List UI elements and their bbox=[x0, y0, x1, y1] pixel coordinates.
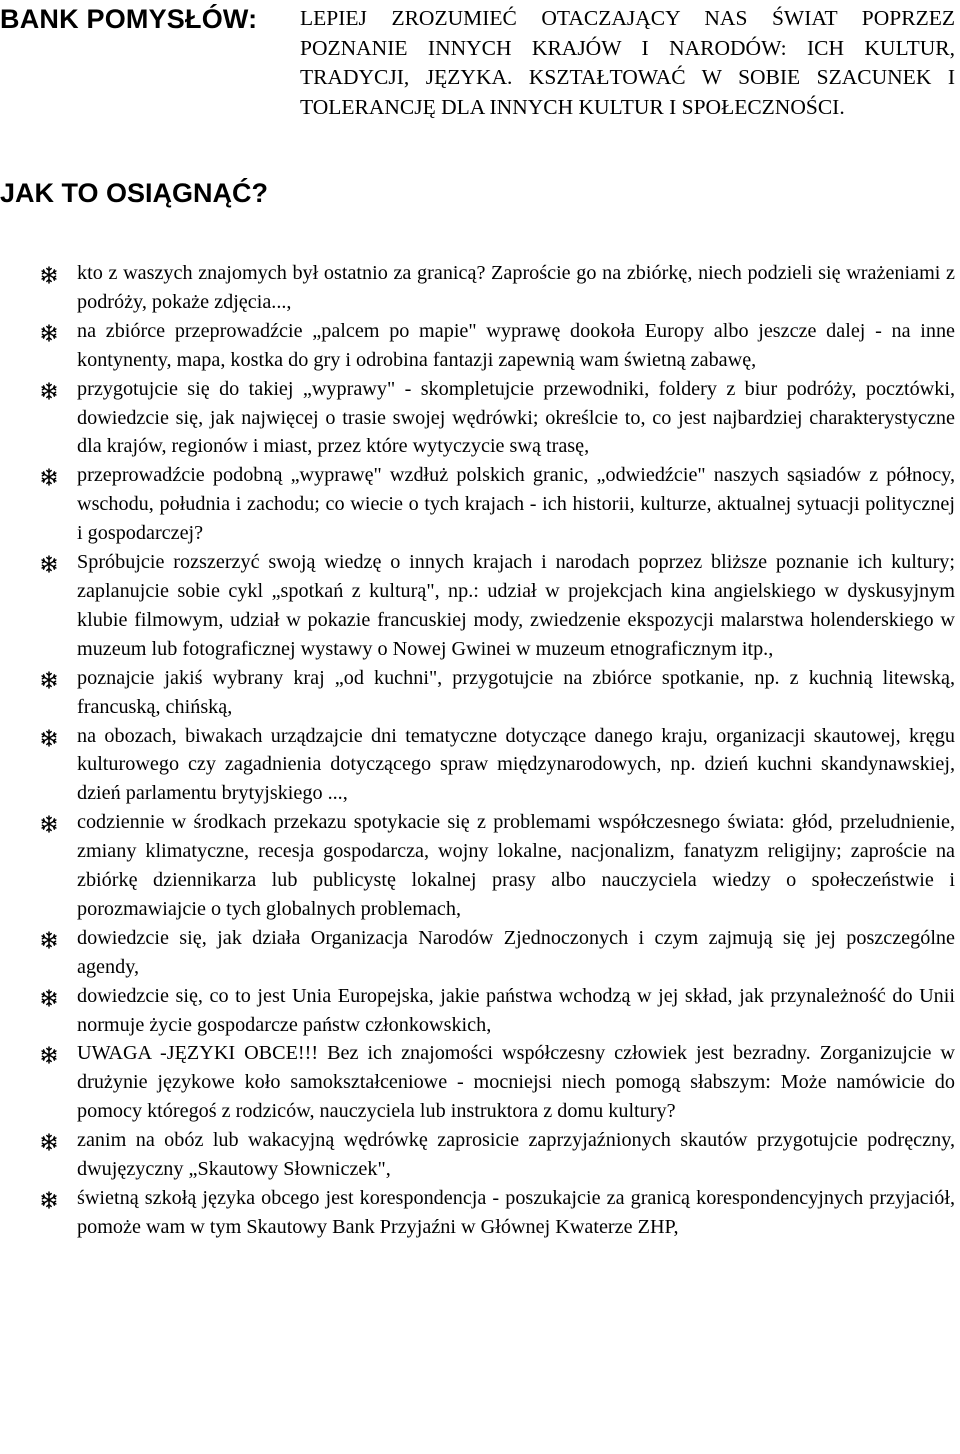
list-item bbox=[0, 808, 955, 924]
snowflake-bullet-icon bbox=[40, 468, 58, 486]
list-item-text: zanim na obóz lub wakacyjną wędrówkę zaprosicie zaprzyjaźnionych skautów przygotujcie podręczny, dwujęzyczny „Skautowy Słowniczek", bbox=[77, 1129, 955, 1181]
list-item-text: Spróbujcie rozszerzyć swoją wiedzę o innych krajach i narodach poprzez bliższe poznanie ich kultury; zaplanujcie sobie cykl „spotkań z kulturą", np.: udział w projekcjach kina angielskiego w dyskusyjnym klubie filmowym, udział w pokazie francuskiej mody, zwiedzenie ekspozycji malarstwa holenderskiego w muzeum lub fotograficznej wystawy o Nowej Gwinei w muzeum etnograficznym itp., bbox=[77, 551, 955, 660]
list-item bbox=[0, 924, 955, 982]
list-item bbox=[0, 548, 955, 664]
list-item bbox=[0, 982, 955, 1040]
list-item-text: przygotujcie się do takiej „wyprawy" - skompletujcie przewodniki, foldery z biur podróży, pocztówki, dowiedzcie się, jak najwięcej o trasie swojej wędrówki; określcie to, co jest najbardziej charakterystyczne dla krajów, regionów i miast, przez które wytyczycie swą trasę, bbox=[77, 377, 955, 458]
snowflake-bullet-icon bbox=[40, 1191, 58, 1209]
snowflake-bullet-icon bbox=[40, 671, 58, 689]
snowflake-bullet-icon bbox=[40, 989, 58, 1007]
goal-statement: LEPIEJ ZROZUMIEĆ OTACZAJĄCY NAS ŚWIAT POPRZEZ POZNANIE INNYCH KRAJÓW I NARODÓW: ICH KULTUR, TRADYCJI, JĘZYKA. KSZTAŁTOWAĆ W SOBIE SZACUNEK I TOLERANCJĘ DLA INNYCH KULTUR I SPOŁECZNOŚCI. bbox=[300, 6, 955, 119]
list-item bbox=[0, 461, 955, 548]
list-item-text: UWAGA -JĘZYKI OBCE!!! Bez ich znajomości współczesny człowiek jest bezradny. Zorganizujcie w drużynie językowe koło samokształceniowe - mocniejsi niech pomogą słabszym: Może namówicie do pomocy któregoś z rodziców, nauczyciela lub instruktora z domu kultury? bbox=[77, 1042, 955, 1123]
list-item bbox=[0, 317, 955, 375]
list-item bbox=[0, 664, 955, 722]
snowflake-bullet-icon bbox=[40, 266, 58, 284]
list-item-text: świetną szkołą języka obcego jest korespondencja - poszukajcie za granicą korespondencyjnych przyjaciół, pomoże wam w tym Skautowy Bank Przyjaźni w Głównej Kwaterze ZHP, bbox=[77, 1187, 955, 1238]
ideas-list bbox=[0, 259, 955, 1242]
list-item-text: poznajcie jakiś wybrany kraj „od kuchni", przygotujcie na zbiórce spotkanie, np. z kuchnią litewską, francuską, chińską, bbox=[77, 666, 955, 718]
list-item-text: przeprowadźcie podobną „wyprawę" wzdłuż polskich granic, „odwiedźcie" naszych sąsiadów z północy, wschodu, południa i zachodu; co wiecie o tych krajach - ich historii, kulturze, aktualnej sytuacji politycznej i gospodarczej? bbox=[77, 464, 955, 545]
list-item-text: kto z waszych znajomych był ostatnio za granicą? Zaproście go na zbiórkę, niech podzieli się wrażeniami z podróży, pokaże zdjęcia..., bbox=[77, 262, 955, 313]
list-item-text: na zbiórce przeprowadźcie „palcem po mapie" wyprawę dookoła Europy albo jeszcze dalej - na inne kontynenty, mapa, kostka do gry i odrobina fantazji zapewnią wam świetną zabawę, bbox=[77, 319, 955, 371]
list-item bbox=[0, 722, 955, 809]
list-item bbox=[0, 1126, 955, 1184]
snowflake-bullet-icon bbox=[40, 1046, 58, 1064]
list-item-text: dowiedzcie się, jak działa Organizacja Narodów Zjednoczonych i czym zajmują się jej poszczególne agendy, bbox=[77, 926, 955, 978]
snowflake-bullet-icon bbox=[40, 1133, 58, 1151]
snowflake-bullet-icon bbox=[40, 555, 58, 573]
list-item bbox=[0, 259, 955, 317]
bank-title: BANK POMYSŁÓW: bbox=[0, 4, 258, 34]
list-item-text: dowiedzcie się, co to jest Unia Europejska, jakie państwa wchodzą w jej skład, jak przynależność do Unii normuje życie gospodarcze państw członkowskich, bbox=[77, 984, 955, 1036]
snowflake-bullet-icon bbox=[40, 324, 58, 342]
section-title: JAK TO OSIĄGNĄĆ? bbox=[0, 178, 269, 208]
snowflake-bullet-icon bbox=[40, 729, 58, 747]
snowflake-bullet-icon bbox=[40, 931, 58, 949]
snowflake-bullet-icon bbox=[40, 382, 58, 400]
list-item bbox=[0, 375, 955, 462]
list-item-text: codziennie w środkach przekazu spotykacie się z problemami współczesnego świata: głód, przeludnienie, zmiany klimatyczne, recesja gospodarcza, wojny lokalne, nacjonalizm, fanatyzm religijny; zaproście na zbiórkę dziennikarza lub publicystę lokalnej prasy albo nauczyciela wiedzy o społeczeństwie i porozmawiajcie o tych globalnych problemach, bbox=[77, 811, 955, 920]
list-item-text: na obozach, biwakach urządzajcie dni tematyczne dotyczące danego kraju, organizacji skautowej, kręgu kulturowego czy zagadnienia dotyczącego spraw międzynarodowych, np. dzień kuchni skandynawskiej, dzień parlamentu brytyjskiego ..., bbox=[77, 724, 955, 805]
list-item bbox=[0, 1039, 955, 1126]
list-item bbox=[0, 1184, 955, 1242]
snowflake-bullet-icon bbox=[40, 815, 58, 833]
